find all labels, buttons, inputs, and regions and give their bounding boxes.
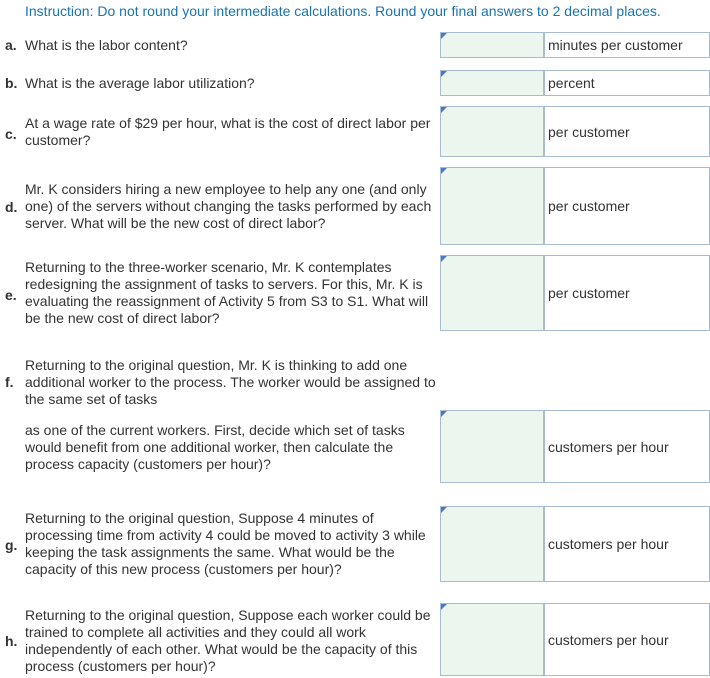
question-letter-g: g. <box>5 537 18 553</box>
answer-b-input[interactable] <box>441 71 543 95</box>
answer-c-unit: per customer <box>544 106 710 157</box>
answer-d-input[interactable] <box>441 168 543 244</box>
answer-a-field[interactable] <box>440 32 544 58</box>
answer-c-input[interactable] <box>441 107 543 156</box>
answer-e-unit: per customer <box>544 255 710 331</box>
answer-d-unit: per customer <box>544 167 710 245</box>
answer-f-unit: customers per hour <box>544 410 710 483</box>
question-f-text: Returning to the original question, Mr. K is thinking to add one additional worker to the process. The worker would be assigned to the same set of tasks <box>25 357 436 407</box>
question-a-text: What is the labor content? <box>25 37 188 53</box>
answer-h-field[interactable] <box>440 603 544 676</box>
answer-c-field[interactable] <box>440 106 544 157</box>
answer-g-unit: customers per hour <box>544 506 710 582</box>
answer-f-field[interactable] <box>440 410 544 483</box>
answer-e-field[interactable] <box>440 255 544 331</box>
answer-b-field[interactable] <box>440 70 544 96</box>
answer-g-input[interactable] <box>441 507 543 581</box>
question-d-text: Mr. K considers hiring a new employee to help any one (and only one) of the servers without changing the tasks performed by each server. What will be the new cost of direct labor? <box>25 181 432 231</box>
question-h-text: Returning to the original question, Suppose each worker could be trained to complete all activities and they could all work independently of each other. What would be the capacity of this process (customers per hour)? <box>25 607 431 674</box>
answer-h-input[interactable] <box>441 604 543 675</box>
question-letter-h: h. <box>5 633 18 649</box>
question-letter-e: e. <box>5 287 17 303</box>
answer-f-input[interactable] <box>441 411 543 482</box>
question-c-text: At a wage rate of $29 per hour, what is the cost of direct labor per customer? <box>25 115 431 148</box>
question-f-text-continued: as one of the current workers. First, decide which set of tasks would benefit from one additional worker, then calculate the process capacity (customers per hour)? <box>25 422 405 472</box>
answer-d-field[interactable] <box>440 167 544 245</box>
question-letter-d: d. <box>5 199 18 215</box>
instruction-text: Instruction: Do not round your intermediate calculations. Round your final answers to 2 decimal places. <box>25 3 661 19</box>
answer-a-unit: minutes per customer <box>544 32 710 58</box>
answer-g-field[interactable] <box>440 506 544 582</box>
answer-a-input[interactable] <box>441 33 543 57</box>
answer-h-unit: customers per hour <box>544 603 710 676</box>
answer-b-unit: percent <box>544 70 710 96</box>
question-letter-b: b. <box>5 75 18 91</box>
question-g-text: Returning to the original question, Suppose 4 minutes of processing time from activity 4 could be moved to activity 3 while keeping the task assignments the same. What would be the capacity of this new process (customers per hour)? <box>25 510 426 577</box>
question-letter-a: a. <box>5 37 17 53</box>
question-letter-f: f. <box>5 374 14 390</box>
question-b-text: What is the average labor utilization? <box>25 75 255 91</box>
question-letter-c: c. <box>5 126 17 142</box>
answer-e-input[interactable] <box>441 256 543 330</box>
question-e-text: Returning to the three-worker scenario, Mr. K contemplates redesigning the assignment of tasks to servers. For this, Mr. K is evaluating the reassignment of Activity 5 from S3 to S1. What will be the new cost of direct labor? <box>25 259 429 326</box>
